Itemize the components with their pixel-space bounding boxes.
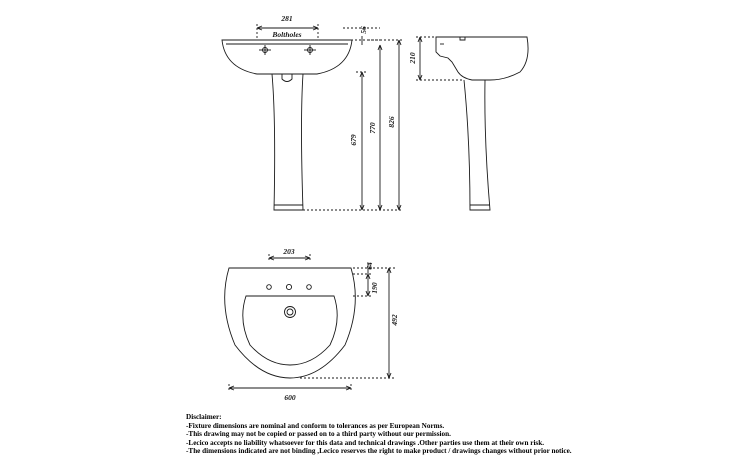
side-view-drawing [416,37,528,210]
overall-depth-label: 492 [390,314,399,326]
pedestal-height-label: 679 [349,134,358,146]
disclaimer-block [186,413,706,456]
tap-spacing-label: 203 [283,247,295,256]
overall-height-label: 826 [387,116,396,128]
boltholes-caption: Boltholes [272,30,302,39]
front-view-drawing [222,24,352,210]
plan-view-drawing [225,254,395,392]
disclaimer-line: -Fixture dimensions are nominal and conform to tolerances as per European Norms. [186,421,445,430]
rim-depth-label: 64 [365,262,374,270]
top-offset-label: 56 [359,26,368,34]
disclaimer-line: -Lecico accepts no liability whatsoever for this data and technical drawings .Other parties use them at their own risk. [186,438,545,447]
disclaimer-line: -This drawing may not be copied or passed on to a third party without our permission. [186,430,451,439]
rim-height-label: 770 [368,122,377,134]
disclaimer-line: -The dimensions indicated are not binding ,Lecico reserves the right to make product / drawings changes without prior notice. [186,447,572,456]
disclaimer-title: Disclaimer: [186,413,222,421]
boltholes-width-label: 281 [281,14,293,23]
overall-width-label: 600 [284,393,296,402]
bowl-depth-label: 190 [370,282,379,294]
basin-depth-label: 210 [408,52,417,64]
